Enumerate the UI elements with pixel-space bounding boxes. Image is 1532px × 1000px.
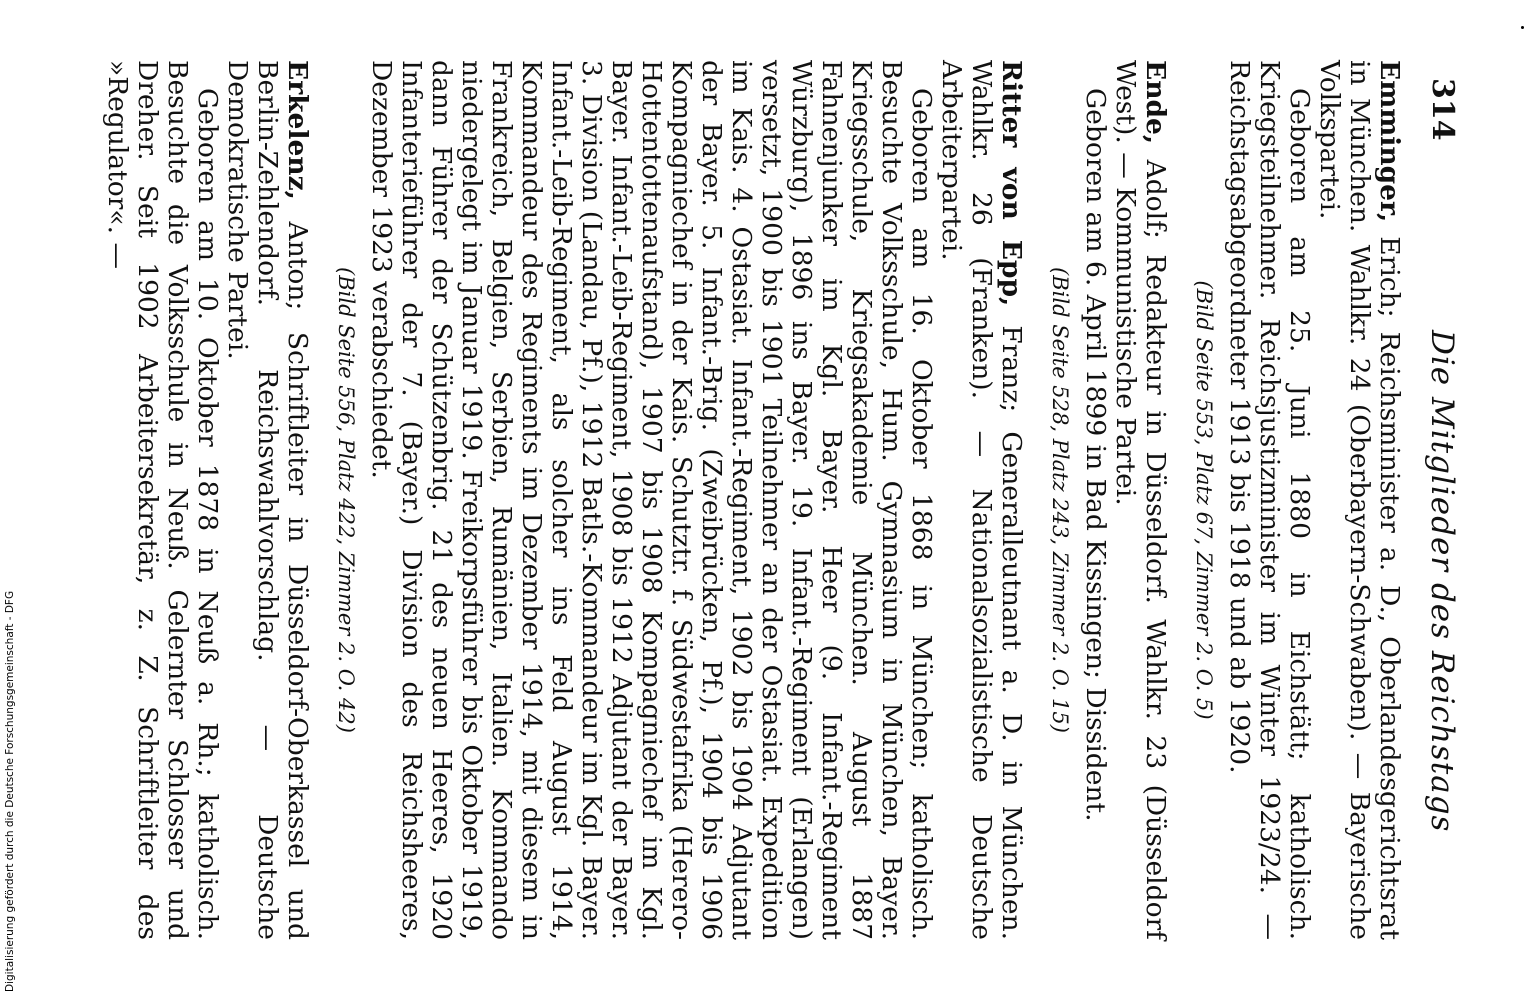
- entry-erkelenz: [102, 60, 312, 940]
- entry-bio: Geboren am 16. Oktober 1868 in München; katholisch. Besuchte Volksschule, Hum. Gymnasium in München, Bayer. Kriegsschule, Kriegsakademie München. August 1887 Fahnenjunker im Kgl. Bayer. Heer (9. Infant.-Regiment Würzburg), 1896 ins Bayer. 19. Infant.-Regiment (Erlangen) versetzt, 1900 bis 1901 Teilnehmer an der Ostasiat. Expedition im Kais. 4. Ostasiat. Infant.-Regiment, 1902 bis 1904 Adjutant der Bayer. 5. Infant.-Brig. (Zweibrücken, Pf.), 1904 bis 1906 Kompagniechef in der Kais. Schutztr. f. Südwestafrika (Herero-Hottentottenaufstand), 1907 bis 1908 Kompagniechef im Kgl. Bayer. Infant.-Leib-Regiment, 1908 bis 1912 Adjutant der Bayer. 3. Division (Landau, Pf.), 1912 Batls.-Kommandeur im Kgl. Bayer. Infant.-Leib-Regiment, als solcher ins Feld August 1914, Kommandeur des Regiments im Dezember 1914, mit diesem in Frankreich, Belgien, Serbien, Rumänien, Italien. Kommando niedergelegt im Januar 1919. Freikorpsführer bis Oktober 1919, dann Führer der Schützenbrig. 21 des neuen Heeres, 1920 Infanterieführer der 7. (Bayer.) Division des Reichsheeres, Dezember 1923 verabschiedet.: [366, 60, 937, 940]
- entry-intro: [936, 60, 1026, 940]
- scan-speck: [1521, 26, 1524, 29]
- entry-intro: [1314, 60, 1404, 940]
- page-number: 314: [1425, 78, 1460, 141]
- entry-reference: (Bild Seite 553, Platz 67, Zimmer 2. O. 5): [1192, 280, 1216, 720]
- entry-bio: Geboren am 6. April 1899 in Bad Kissingen; Dissident.: [1080, 88, 1111, 822]
- entry-intro-text: Franz; Generalleutnant a. D. in München. Wahlkr. 26 (Franken). — Nationalsozialistische Deutsche Arbeiterpartei.: [936, 60, 1027, 940]
- digitization-note: [0, 0, 20, 1000]
- entry-reference: (Bild Seite 528, Platz 243, Zimmer 2. O. 15): [1048, 267, 1072, 733]
- entry-intro: [222, 60, 312, 940]
- entry-name: Erkelenz,: [282, 60, 313, 200]
- entry-epp: [332, 60, 1026, 940]
- entry-emminger: [1190, 60, 1404, 940]
- entry-bio: Geboren am 10. Oktober 1878 in Neuß a. Rh.; katholisch. Besuchte die Volksschule in Neuß. Gelernter Schlosser und Dreher. Seit 1902 Arbeitersekretär, z. Z. Schriftleiter des »Regulator«. —: [102, 60, 223, 940]
- entry-reference: (Bild Seite 556, Platz 422, Zimmer 2. O. 42): [334, 267, 358, 733]
- entry-intro-text: Anton; Schriftleiter in Düsseldorf-Oberkassel und Berlin-Zehlendorf. Reichswahlvorschlag. — Deutsche Demokratische Partei.: [222, 60, 313, 940]
- entry-intro: [1110, 60, 1170, 940]
- running-title: Die Mitglieder des Reichstags: [1424, 330, 1460, 833]
- digitization-note-text: Digitalisierung gefördert durch die Deutsche Forschungsgemeinschaft - DFG: [4, 590, 16, 992]
- entry-intro-text: Erich; Reichsminister a. D., Oberlandesgerichtsrat in München. Wahlkr. 24 (Oberbayern-Schwaben). — Bayerische Volkspartei.: [1314, 60, 1405, 940]
- entry-ende: [1046, 60, 1170, 940]
- entry-name: Ende,: [1140, 60, 1171, 145]
- entry-bio: Geboren am 25. Juni 1880 in Eichstätt; katholisch. Kriegsteilnehmer. Reichsjustizminister im Winter 1923/24. — Reichstagsabgeordneter 1913 bis 1918 und ab 1920.: [1224, 60, 1315, 940]
- page-content: [86, 60, 1404, 940]
- entry-name: Emminger,: [1374, 60, 1405, 223]
- entry-name: Ritter von Epp,: [996, 60, 1027, 307]
- entry-intro-text: Adolf; Redakteur in Düsseldorf. Wahlkr. 23 (Düsseldorf West). — Kommunistische Partei.: [1110, 60, 1171, 940]
- page-header: [1420, 0, 1460, 1000]
